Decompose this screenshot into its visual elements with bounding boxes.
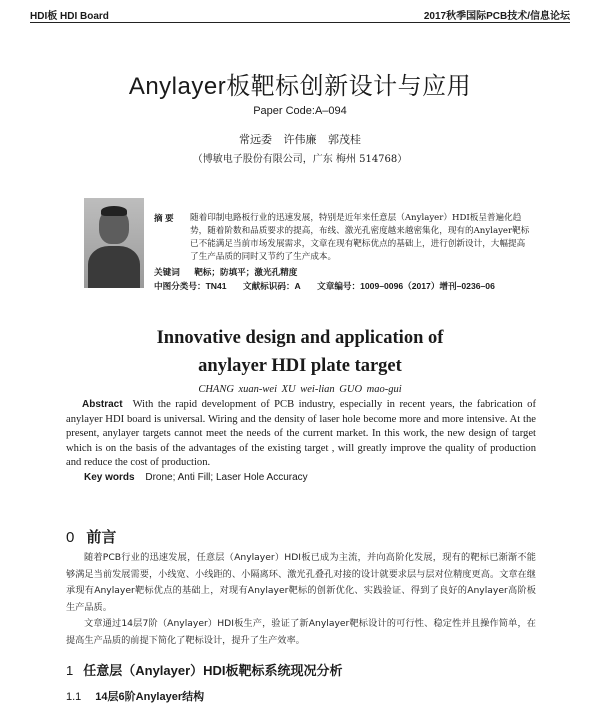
paper-title-cn: Anylayer板靶标创新设计与应用 bbox=[128, 73, 472, 100]
section-0-title: 前言 bbox=[86, 529, 117, 546]
abstract-en-text: With the rapid development of PCB industry, especially in recent years, the fabrication of anylayer HDI board is universal. Wiring and the density of laser hole become more and more intensive. At the present, anylayer targets cannot meet the needs of the current market. In this work, the new design of target which is on the basis of the advantages of the existing target , will greatly improve the quality of production and reduce the cost of production. bbox=[66, 399, 536, 468]
authors-cn: 常远委 许伟廉 郭茂桂 bbox=[239, 133, 361, 146]
keywords-cn-text: 靶标；防填平；激光孔精度 bbox=[194, 267, 298, 277]
abstract-en-label: Abstract bbox=[82, 399, 123, 410]
section-1-title: 任意层（Anylayer）HDI板靶标系统现况分析 bbox=[83, 663, 343, 678]
keywords-en bbox=[84, 472, 308, 483]
photo-hair-shape bbox=[101, 206, 127, 216]
section-1-heading bbox=[66, 660, 343, 679]
section-0-heading bbox=[66, 526, 116, 547]
keywords-en-label: Key words bbox=[84, 472, 135, 483]
authors-en: CHANG xuan-wei XU wei-lian GUO mao-gui bbox=[198, 384, 402, 395]
paper-code: Paper Code:A–094 bbox=[253, 105, 347, 117]
cls-number: 中图分类号：TN41 bbox=[154, 281, 227, 291]
author-photo bbox=[84, 198, 144, 288]
header-left: HDI板 HDI Board bbox=[30, 11, 109, 22]
classification-line bbox=[154, 280, 509, 292]
section-1-1-heading bbox=[66, 688, 204, 704]
section-1-number: 1 bbox=[66, 663, 74, 678]
abstract-cn-label: 摘 要 bbox=[154, 213, 174, 223]
article-number: 文章编号：1009–0096（2017）增刊–0236–06 bbox=[317, 281, 495, 291]
section-1-1-title: 14层6阶Anylayer结构 bbox=[95, 691, 205, 703]
header-right: 2017秋季国际PCB技术/信息论坛 bbox=[423, 11, 570, 22]
running-header bbox=[30, 6, 570, 23]
paper-title-en-line2: anylayer HDI plate target bbox=[198, 356, 402, 376]
section-0-paragraph-1: 随着PCB行业的迅速发展，任意层（Anylayer）HDI板已成为主流，并向高阶化发展，现有的靶标已渐渐不能够满足当前发展需要，小线宽、小线距的、小隔离环、激光孔叠孔对接的设计就要求层与层对位精度更高。文章在继承现有Anylayer靶标优点的基础上，对现有Anylayer靶标的创新优化、实践验证、得到了良好的Anylayer高阶板生产品质。 bbox=[66, 552, 536, 613]
keywords-cn-label: 关键词 bbox=[154, 267, 180, 277]
abstract-cn bbox=[154, 212, 532, 264]
keywords-en-text: Drone; Anti Fill; Laser Hole Accuracy bbox=[145, 472, 308, 483]
photo-body-shape bbox=[88, 246, 140, 288]
section-1-1-number: 1.1 bbox=[66, 691, 82, 703]
abstract-en bbox=[66, 398, 536, 471]
affiliation-cn: （博敏电子股份有限公司，广东 梅州 514768） bbox=[192, 154, 408, 165]
abstract-cn-text: 随着印制电路板行业的迅速发展，特别是近年来任意层（Anylayer）HDI板呈普遍化趋势，随着阶数和品质要求的提高，布线、激光孔密度越来越密集化，现有的Anylayer靶标已不能满足当前市场发展需求，文章在现有靶标优点的基础上，进行创新设计，大幅提高了生产品质的同时又节约了生产成本。 bbox=[190, 213, 530, 262]
section-0-number: 0 bbox=[66, 529, 75, 546]
doc-code: 文献标识码：A bbox=[242, 281, 301, 291]
paper-title-en-line1: Innovative design and application of bbox=[156, 328, 444, 348]
section-0-paragraph-2: 文章通过14层7阶（Anylayer）HDI板生产，验证了新Anylayer靶标设计的可行性、稳定性并且操作简单，在提高生产品质的前提下简化了靶标设计，提升了生产效率。 bbox=[66, 618, 536, 646]
keywords-cn bbox=[154, 266, 297, 278]
